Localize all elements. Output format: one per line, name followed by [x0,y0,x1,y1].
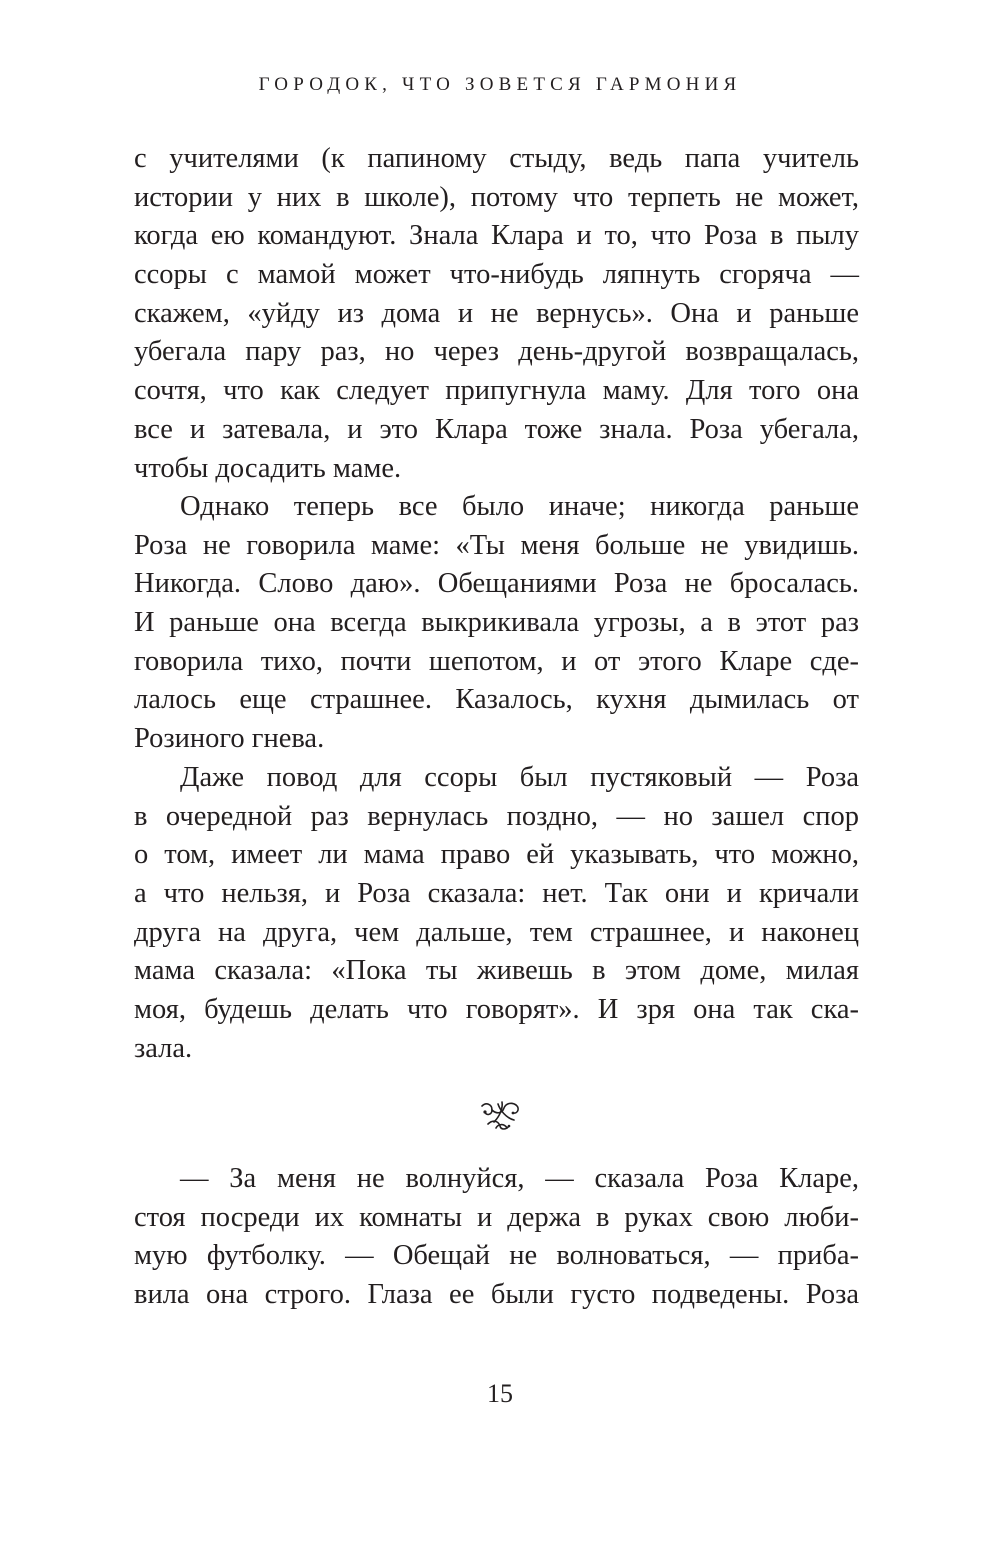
text-line: Розиного гнева. [134,723,325,755]
text-line: Однако теперь все было иначе; никогда раньше [180,491,859,522]
text-line: скажем, «уйду из дома и не вернусь». Она и раньше [134,297,859,329]
text-line: а что нельзя, и Роза сказала: нет. Так они и кричали [134,878,859,910]
running-head: ГОРОДОК, ЧТО ЗОВЕТСЯ ГАРМОНИЯ [258,74,742,95]
text-line: И раньше она всегда выкрикивала угрозы, а в этот раз [134,607,859,639]
paragraph-3 [134,759,859,1069]
text-line: сочтя, что как следует припугнула маму. Для того она [134,375,859,407]
text-line: Даже повод для ссоры был пустяковый — Роза [180,762,859,793]
text-line: Роза не говорила маме: «Ты меня больше не увидишь. [134,529,859,561]
text-line: все и затевала, и это Клара тоже знала. Роза убегала, [134,413,859,445]
floral-vignette-icon [476,1098,524,1134]
text-line: Никогда. Слово даю». Обещаниями Роза не бросалась. [134,568,859,600]
paragraph-2 [134,488,859,759]
text-line: зала. [134,1032,193,1064]
text-line: мама сказала: «Пока ты живешь в этом доме, милая [134,955,859,987]
text-line: моя, будешь делать что говорят». И зря она так ска- [134,994,859,1026]
text-line: убегала пару раз, но через день-другой возвращалась, [134,336,859,368]
text-line: с учителями (к папиному стыду, ведь папа учитель [134,143,859,174]
text-line: истории у них в школе), потому что терпеть не может, [134,181,859,213]
page-number: 15 [487,1379,513,1408]
text-line: мую футболку. — Обещай не волноваться, — приба- [134,1240,859,1272]
text-line: лалось еще страшнее. Казалось, кухня дымилась от [134,684,859,716]
text-line: когда ею командуют. Знала Клара и то, что Роза в пылу [134,220,859,252]
text-line: вила она строго. Глаза ее были густо подведены. Роза [134,1279,859,1311]
text-line: ссоры с мамой может что-нибудь ляпнуть сгоряча — [134,259,859,291]
text-line: стоя посреди их комнаты и держа в руках свою люби- [134,1201,859,1233]
text-line: говорила тихо, почти шепотом, и от этого Кларе сде- [134,645,859,677]
paragraph-4 [134,1160,859,1315]
text-line: чтобы досадить маме. [134,452,402,484]
paragraph-1 [134,140,859,488]
text-line: о том, имеет ли мама право ей указывать, что можно, [134,839,859,871]
text-line: — За меня не волнуйся, — сказала Роза Кларе, [180,1163,859,1194]
text-line: друга на друга, чем дальше, тем страшнее, и наконец [134,916,859,948]
text-line: в очередной раз вернулась поздно, — но зашел спор [134,800,859,832]
